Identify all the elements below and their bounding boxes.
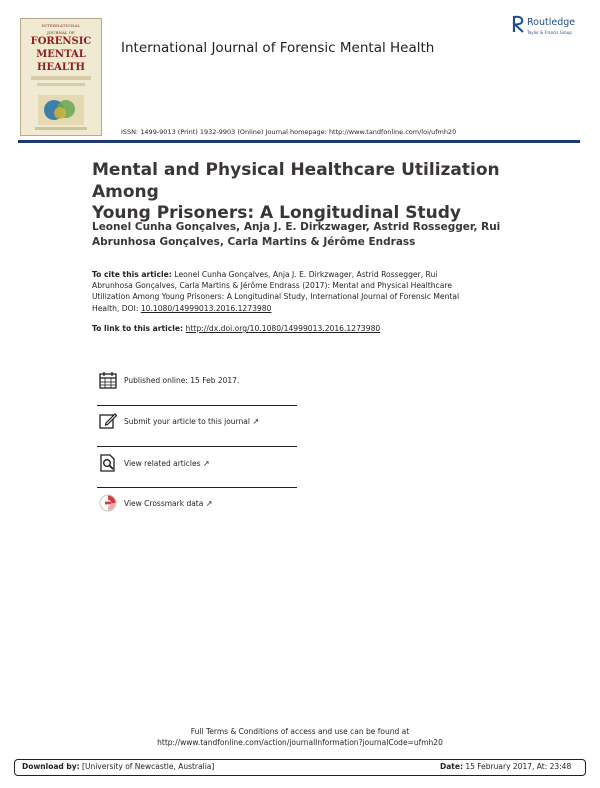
external-link-icon: ↗	[205, 499, 213, 508]
cover-rule	[35, 127, 87, 130]
terms-notice: Full Terms & Conditions of access and use can be found at	[190, 727, 410, 736]
journal-cover	[20, 18, 102, 136]
download-date-label: Date:	[440, 762, 463, 771]
related-articles-link[interactable]: View related articles ↗	[124, 459, 210, 468]
publisher-name: Routledge	[527, 17, 576, 28]
published-date: Published online: 15 Feb 2017.	[124, 376, 240, 385]
cover-line-1: INTERNATIONAL	[41, 23, 81, 28]
article-title	[92, 160, 552, 225]
calendar-icon	[99, 371, 117, 389]
journal-title[interactable]: International Journal of Forensic Mental Health	[121, 40, 435, 56]
cover-word-mental: MENTAL	[36, 49, 86, 60]
citation-text: Health, DOI:	[92, 303, 141, 313]
citation-text: Utilization Among Young Prisoners: A Longitudinal Study, International Journal of Forensic Mental	[92, 292, 460, 302]
article-title-line: Mental and Physical Healthcare Utilization Among	[92, 160, 500, 202]
doi-link[interactable]: 10.1080/14999013.2016.1273980	[140, 303, 272, 313]
citation-text: Leonel Cunha Gonçalves, Anja J. E. Dirkzwager, Astrid Rossegger, Rui	[174, 270, 438, 279]
downloaded-by	[22, 762, 214, 771]
header-divider	[18, 140, 580, 143]
citation-text: Abrunhosa Gonçalves, Carla Martins & Jérôme Endrass (2017): Mental and Physical Healthcare	[92, 281, 453, 291]
submit-article-link[interactable]: Submit your article to this journal ↗	[124, 417, 260, 426]
authors-line: Abrunhosa Gonçalves, Carla Martins & Jérôme Endrass	[92, 236, 416, 248]
issn-text: ISSN: 1499-9013 (Print) 1932-9903 (Online) Journal homepage:	[121, 128, 329, 136]
search-document-icon	[99, 454, 117, 472]
crossmark-row[interactable]	[97, 485, 297, 523]
authors-line: Leonel Cunha Gonçalves, Anja J. E. Dirkzwager, Astrid Rossegger, Rui	[92, 221, 501, 233]
routledge-logo-icon	[512, 15, 525, 33]
download-date-value: 15 February 2017, At: 23:48	[462, 762, 572, 771]
article-url-link[interactable]: http://dx.doi.org/10.1080/14999013.2016.1273980	[185, 324, 381, 333]
cover-rule	[31, 76, 91, 80]
citation-label: To cite this article:	[92, 270, 175, 279]
cover-artwork-icon	[38, 95, 84, 125]
terms-url-link[interactable]: http://www.tandfonline.com/action/journalInformation?journalCode=ufmh20	[157, 738, 443, 747]
issn-line	[121, 128, 456, 136]
external-link-icon: ↗	[202, 459, 210, 468]
downloaded-by-label: Download by:	[22, 762, 80, 771]
article-title-line: Young Prisoners: A Longitudinal Study	[92, 203, 461, 223]
journal-homepage-link[interactable]: http://www.tandfonline.com/loi/ufmh20	[328, 128, 457, 136]
published-row	[97, 362, 297, 400]
cover-word-forensic: FORENSIC	[30, 36, 92, 47]
cover-rule	[37, 83, 85, 86]
edit-icon	[99, 412, 117, 430]
download-date	[440, 762, 571, 771]
article-authors	[92, 220, 532, 250]
article-link-line	[92, 324, 380, 333]
article-link-label: To link to this article:	[92, 324, 186, 333]
external-link-icon: ↗	[252, 417, 260, 426]
cover-line-2: JOURNAL OF	[47, 30, 75, 35]
citation-block	[92, 269, 512, 314]
crossmark-link[interactable]: View Crossmark data ↗	[124, 499, 213, 508]
downloaded-by-value: [University of Newcastle, Australia]	[79, 762, 215, 771]
related-articles-row[interactable]	[97, 445, 297, 483]
cover-word-health: HEALTH	[37, 62, 85, 73]
submit-article-row[interactable]	[97, 403, 297, 441]
crossmark-icon	[99, 494, 117, 512]
publisher-tagline: Taylor & Francis Group	[527, 30, 572, 35]
